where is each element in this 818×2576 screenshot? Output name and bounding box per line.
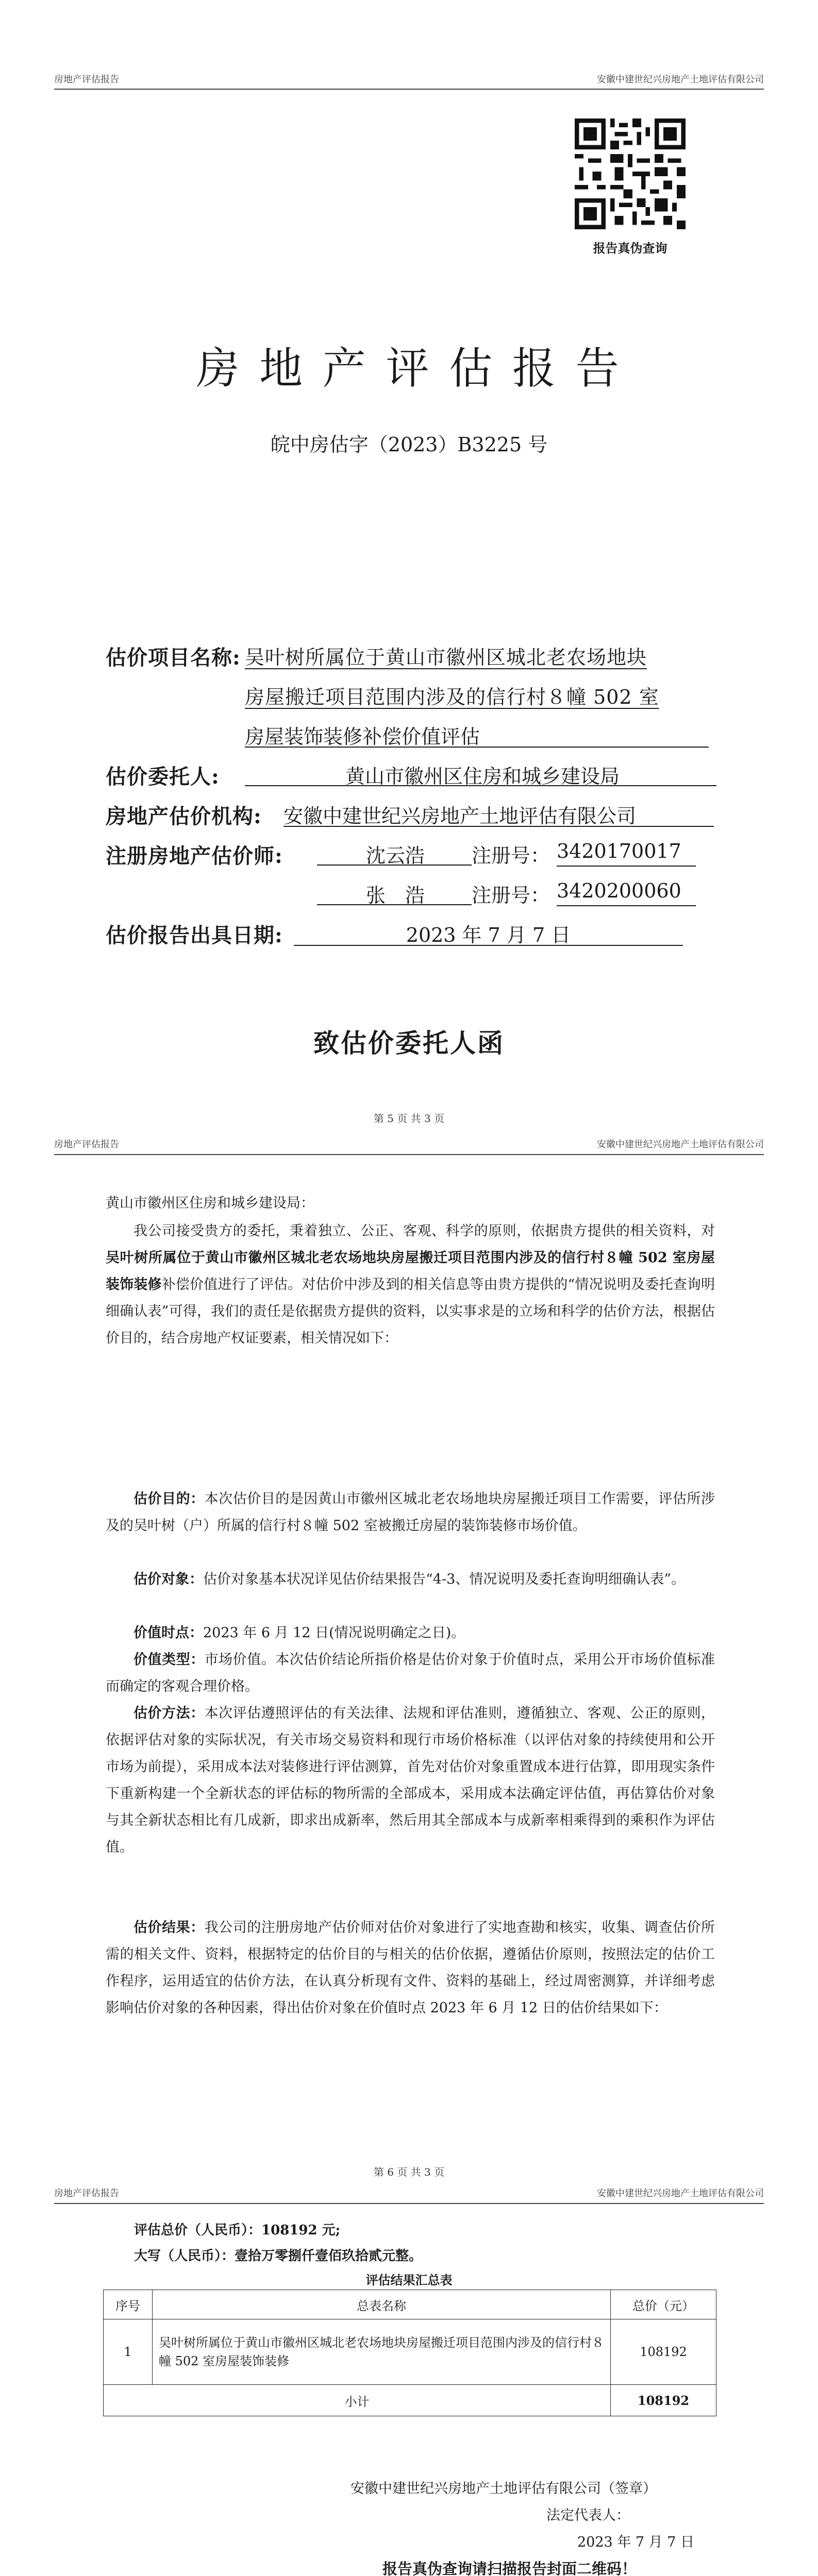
amount-in-words xyxy=(134,2245,422,2264)
page-footer-2: 第 6 页 共 3 页 xyxy=(373,2166,445,2178)
col-no: 序号 xyxy=(104,2290,153,2319)
salutation: 黄山市徽州区住房和城乡建设局： xyxy=(106,1195,314,1211)
project-line-2: 房屋搬迁项目范围内涉及的信行村８幢 502 室 xyxy=(245,686,659,708)
intro-paragraph xyxy=(106,1218,715,1352)
table-header-row xyxy=(104,2290,716,2319)
result-text: 我公司的注册房地产估价师对估价对象进行了实地查勘和核实，收集、调查估价所需的相关文件、资料，根据特定的估价目的与相关的估价依据，遵循估价原则，按照法定的估价工作程序，运用适宜的估价方法，在认真分析现有文件、资料的基础上，经过周密测算，并详细考虑影响估价对象的各种因素，得出估价对象在价值时点 2023 年 6 月 12 日的估价结果如下： xyxy=(106,1920,715,2016)
result-label: 估价结果： xyxy=(133,1920,205,1936)
agency-value: 安徽中建世纪兴房地产土地评估有限公司 xyxy=(283,800,714,827)
value-date-label: 价值时点： xyxy=(133,1625,203,1641)
subtotal-row xyxy=(104,2385,716,2416)
amount-words-value: 壹拾万零捌仟壹佰玖拾贰元整。 xyxy=(235,2248,423,2264)
table-row xyxy=(104,2319,716,2385)
total-amount xyxy=(134,2219,340,2239)
subtotal-value: 108192 xyxy=(611,2385,716,2416)
header-right-3: 安徽中建世纪兴房地产土地评估有限公司 xyxy=(597,2188,764,2199)
amount-words-label: 大写（人民币）： xyxy=(134,2248,235,2264)
qr-caption: 报告真伪查询 xyxy=(593,241,667,256)
purpose-paragraph xyxy=(106,1486,715,1539)
intro-bold: 吴叶树所属位于黄山市徽州区城北老农场地块房屋搬迁项目范围内涉及的信行村８幢 502 室房屋装饰装修 xyxy=(106,1250,715,1293)
intro-pre: 我公司接受贵方的委托，秉着独立、公正、客观、科学的原则，依据贵方提供的相关资料，对 xyxy=(133,1223,715,1239)
results-table xyxy=(103,2290,716,2416)
col-name: 总表名称 xyxy=(153,2290,611,2319)
subtotal-label: 小计 xyxy=(104,2385,611,2416)
appraiser-1-name: 沈云浩 xyxy=(317,840,472,866)
signoff-company: 安徽中建世纪兴房地产土地评估有限公司（签章） xyxy=(350,2481,657,2497)
client-label: 估价委托人: xyxy=(106,765,220,789)
table-title: 评估结果汇总表 xyxy=(365,2273,453,2287)
method-label: 估价方法： xyxy=(133,1705,205,1721)
client-value: 黄山市徽州区住房和城乡建设局 xyxy=(245,760,716,786)
header-left-3: 房地产评估报告 xyxy=(54,2188,119,2199)
total-amount-label: 评估总价（人民币）： xyxy=(134,2223,262,2238)
page-footer-1: 第 5 页 共 3 页 xyxy=(373,1112,445,1125)
project-label: 估价项目名称: xyxy=(106,646,241,670)
project-line-3-text: 房屋装饰装修补偿价值评估 xyxy=(245,725,480,748)
result-paragraph xyxy=(106,1914,715,2022)
qr-code-icon xyxy=(575,118,686,229)
header-right: 安徽中建世纪兴房地产土地评估有限公司 xyxy=(597,74,764,85)
legal-rep: 法定代表人： xyxy=(546,2507,630,2523)
header-right-2: 安徽中建世纪兴房地产土地评估有限公司 xyxy=(597,1139,764,1150)
appraiser-1-reg-label: 注册号： xyxy=(472,844,550,867)
appraiser-1-reg-no: 3420170017 xyxy=(557,840,696,867)
value-date-text: 2023 年 6 月 12 日(情况说明确定之日)。 xyxy=(203,1625,465,1641)
col-value: 总价（元） xyxy=(611,2290,716,2319)
agency-label: 房地产估价机构: xyxy=(106,804,262,828)
report-title: 房 地 产 评 估 报 告 xyxy=(196,343,622,394)
header-left-2: 房地产评估报告 xyxy=(54,1139,119,1150)
project-line-1: 吴叶树所属位于黄山市徽州区城北老农场地块 xyxy=(245,646,647,669)
appraiser-2-reg-no: 3420200060 xyxy=(557,879,696,906)
value-type-label: 价值类型： xyxy=(133,1652,205,1668)
report-number: 皖中房估字（2023）B3225 号 xyxy=(270,433,548,456)
appraiser-label: 注册房地产估价师: xyxy=(106,844,283,868)
intro-post: 补偿价值进行了评估。对估价中涉及到的相关信息等由贵方提供的“情况说明及委托查询明细确认表”可得，我们的责任是依据贵方提供的资料，以实事求是的立场和科学的估价方法，根据估价目的，结合房地产权证要素，相关情况如下： xyxy=(106,1277,715,1346)
object-label: 估价对象： xyxy=(133,1571,203,1587)
issue-date-label: 估价报告出具日期: xyxy=(106,923,283,947)
appraiser-2-name: 张 浩 xyxy=(317,879,472,905)
project-line-3 xyxy=(245,721,709,748)
purpose-label: 估价目的： xyxy=(133,1491,205,1507)
appraiser-2-reg-label: 注册号： xyxy=(472,884,550,907)
total-amount-value: 108192 元; xyxy=(261,2223,341,2238)
letter-title: 致估价委托人函 xyxy=(313,1028,505,1058)
row-name: 吴叶树所属位于黄山市徽州区城北老农场地块房屋搬迁项目范围内涉及的信行村８幢 502 室房屋装饰装修 xyxy=(153,2319,611,2385)
method-paragraph xyxy=(106,1700,715,1861)
row-no: 1 xyxy=(104,2319,153,2385)
verification-notice: 报告真伪查询请扫描报告封面二维码！ xyxy=(382,2560,637,2576)
signoff-date: 2023 年 7 月 7 日 xyxy=(577,2534,694,2550)
issue-date-value: 2023 年 7 月 7 日 xyxy=(294,919,683,946)
purpose-text: 本次估价目的是因黄山市徽州区城北老农场地块房屋搬迁项目工作需要，评估所涉及的吴叶树（户）所属的信行村８幢 502 室被搬迁房屋的装饰装修市场价值。 xyxy=(106,1491,715,1534)
object-text: 估价对象基本状况详见估价结果报告“4-3、情况说明及委托查询明细确认表”。 xyxy=(203,1571,686,1587)
method-text: 本次评估遵照评估的有关法律、法规和评估准则，遵循独立、客观、公正的原则，依据评估对象的实际状况，有关市场交易资料和现行市场价格标准（以评估对象的持续使用和公开市场为前提），采用成本法对装修进行评估测算，首先对估价对象重置成本进行估算，即用现实条件下重新构建一个全新状态的评估标的物所需的全部成本，采用成本法确定评估值，再估算估价对象与其全新状态相比有几成新，即求出成新率，然后用其全部成本与成新率相乘得到的乘积作为评估值。 xyxy=(106,1705,715,1855)
value-type-paragraph xyxy=(106,1647,715,1700)
header-left: 房地产评估报告 xyxy=(54,74,119,85)
object-paragraph xyxy=(106,1566,715,1593)
value-date-paragraph xyxy=(106,1620,715,1647)
row-value: 108192 xyxy=(611,2319,716,2385)
value-type-text: 市场价值。本次估价结论所指价格是估价对象于价值时点，采用公开市场价值标准而确定的客观合理价格。 xyxy=(106,1652,715,1694)
